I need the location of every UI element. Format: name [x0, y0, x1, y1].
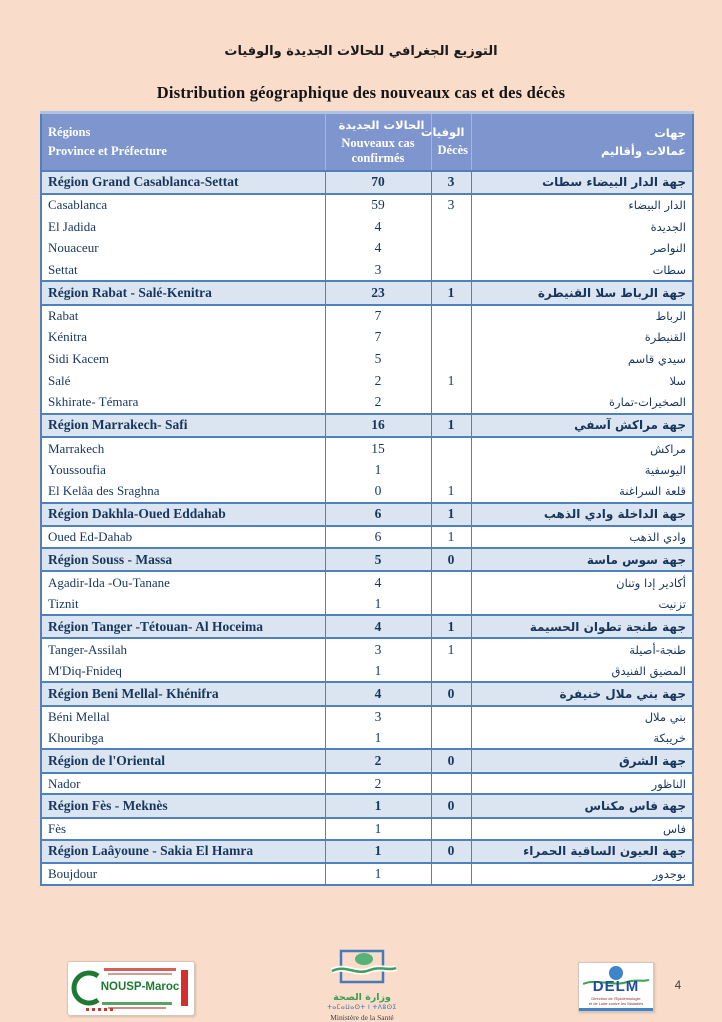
cell-name-ar: جهة فاس مكناس: [471, 794, 693, 818]
cell-name-fr: Fès: [48, 820, 67, 836]
header-province-label: Province et Préfecture: [48, 143, 167, 158]
cell-name-fr: Nouaceur: [48, 240, 99, 256]
cell-name-fr: M'Diq-Fnideq: [48, 662, 122, 678]
header-regions: [41, 113, 325, 171]
header-provinces-ar: عمالات وأقاليم: [601, 143, 686, 158]
cell-new-cases: 4: [325, 216, 431, 238]
region-row: [41, 794, 693, 818]
header-new-cases-ar: الحالات الجديدة: [338, 118, 425, 133]
cell-name-fr: Région Rabat - Salé-Kenitra: [41, 281, 325, 305]
cell-new-cases: 4: [325, 615, 431, 639]
cell-name-ar: المضيق الفنيدق: [471, 660, 693, 682]
cell-new-cases: 2: [325, 773, 431, 795]
cell-new-cases: 6: [325, 503, 431, 527]
province-row: [41, 326, 693, 348]
table-header: [41, 113, 693, 171]
cell-name-ar: فاس: [471, 818, 693, 840]
cell-new-cases: 0: [325, 481, 431, 503]
cell-name-fr: Région Tanger -Tétouan- Al Hoceima: [41, 615, 325, 639]
nousp-arabic-text-line: [108, 973, 172, 975]
cell-name-fr: Skhirate- Témara: [48, 394, 139, 410]
region-row: [41, 615, 693, 639]
cell-deaths: [431, 392, 471, 414]
cell-new-cases: 4: [325, 571, 431, 593]
province-row: [41, 238, 693, 260]
cell-name-fr: Région de l'Oriental: [41, 749, 325, 773]
header-new-cases-fr: Nouveaux cas confirmés: [341, 136, 415, 165]
province-row: [41, 481, 693, 503]
cell-name-ar: تزنيت: [471, 593, 693, 615]
cell-name-fr: Région Fès - Meknès: [41, 794, 325, 818]
cell-new-cases: 1: [325, 459, 431, 481]
cell-name-ar: الجديدة: [471, 216, 693, 238]
cell-new-cases: 59: [325, 194, 431, 216]
region-row: [41, 548, 693, 572]
region-row: [41, 281, 693, 305]
cell-new-cases: 16: [325, 414, 431, 438]
nousp-arabic-text-line: [104, 968, 176, 971]
ministry-name-tifinagh: ⵜⴰⵎⴰⵡⴰⵙⵜ ⵏ ⵜⴷⵓⵙⵉ: [327, 1004, 397, 1011]
cell-name-fr: Région Laâyoune - Sakia El Hamra: [41, 840, 325, 864]
cell-new-cases: 2: [325, 392, 431, 414]
cell-name-fr: Région Grand Casablanca-Settat: [41, 171, 325, 195]
cell-name-ar: النواصر: [471, 238, 693, 260]
province-row: [41, 863, 693, 885]
cell-deaths: [431, 259, 471, 281]
cell-deaths: 3: [431, 194, 471, 216]
cell-name-fr: Casablanca: [48, 197, 108, 213]
cell-name-fr: Rabat: [48, 308, 79, 324]
cell-name-ar: سطات: [471, 259, 693, 281]
province-row: [41, 773, 693, 795]
delm-logo: [578, 962, 654, 1012]
cell-deaths: [431, 727, 471, 749]
cell-new-cases: 23: [325, 281, 431, 305]
cell-new-cases: 7: [325, 326, 431, 348]
cell-new-cases: 1: [325, 727, 431, 749]
cell-deaths: 0: [431, 749, 471, 773]
cell-deaths: [431, 571, 471, 593]
province-row: [41, 660, 693, 682]
cell-name-fr: Sidi Kacem: [48, 351, 110, 367]
cell-deaths: 1: [431, 414, 471, 438]
cell-name-fr: Agadir-Ida -Ou-Tanane: [48, 574, 170, 590]
cell-name-fr: Région Marrakech- Safi: [41, 414, 325, 438]
province-row: [41, 593, 693, 615]
header-jihat-ar: جهات: [654, 125, 686, 140]
cell-deaths: [431, 660, 471, 682]
province-row: [41, 370, 693, 392]
province-row: [41, 727, 693, 749]
province-row: [41, 459, 693, 481]
cell-deaths: [431, 348, 471, 370]
province-row: [41, 348, 693, 370]
delm-subtitle-line2: et de Lutte contre les Maladies: [588, 1000, 644, 1006]
region-row: [41, 503, 693, 527]
cell-deaths: 1: [431, 503, 471, 527]
page-title-arabic: التوزيع الجغرافي للحالات الجديدة والوفيات: [224, 44, 498, 59]
cell-name-fr: Région Beni Mellal- Khénifra: [41, 682, 325, 706]
cell-deaths: [431, 459, 471, 481]
cell-deaths: [431, 326, 471, 348]
cell-name-ar: جهة العيون الساقية الحمراء: [471, 840, 693, 864]
province-row: [41, 571, 693, 593]
cell-name-ar: الصخيرات-تمارة: [471, 392, 693, 414]
province-row: [41, 526, 693, 548]
cell-deaths: [431, 593, 471, 615]
province-row: [41, 437, 693, 459]
cell-deaths: 1: [431, 638, 471, 660]
cell-new-cases: 4: [325, 682, 431, 706]
province-row: [41, 706, 693, 728]
cell-name-ar: القنيطرة: [471, 326, 693, 348]
province-row: [41, 194, 693, 216]
cell-name-ar: جهة سوس ماسة: [471, 548, 693, 572]
cell-new-cases: 2: [325, 749, 431, 773]
nousp-dots: [86, 1008, 116, 1011]
cell-name-fr: Région Souss - Massa: [41, 548, 325, 572]
cell-deaths: [431, 437, 471, 459]
cell-new-cases: 3: [325, 706, 431, 728]
region-row: [41, 414, 693, 438]
cell-name-ar: جهة مراكش آسفي: [471, 414, 693, 438]
cell-new-cases: 5: [325, 348, 431, 370]
cell-deaths: 0: [431, 794, 471, 818]
table-body: [41, 171, 693, 886]
cell-new-cases: 1: [325, 660, 431, 682]
cell-name-ar: جهة الداخلة وادي الذهب: [471, 503, 693, 527]
cell-name-ar: جهة طنجة تطوان الحسيمة: [471, 615, 693, 639]
cell-name-ar: طنجة-أصيلة: [471, 638, 693, 660]
cell-new-cases: 1: [325, 840, 431, 864]
cell-name-ar: قلعة السراغنة: [471, 481, 693, 503]
cell-name-ar: جهة الرباط سلا القنيطرة: [471, 281, 693, 305]
header-regions-label: Régions: [48, 124, 91, 139]
nousp-label: NOUSP-Maroc: [100, 981, 180, 993]
cell-name-fr: Salé: [48, 372, 71, 388]
header-jihat: [471, 113, 693, 171]
cell-name-fr: Marrakech: [48, 440, 105, 456]
cell-deaths: 0: [431, 548, 471, 572]
cell-deaths: [431, 863, 471, 885]
cell-deaths: [431, 706, 471, 728]
cell-new-cases: 2: [325, 370, 431, 392]
cell-new-cases: 7: [325, 305, 431, 327]
cell-new-cases: 5: [325, 548, 431, 572]
header-new-cases: [325, 113, 431, 171]
cell-name-ar: وادي الذهب: [471, 526, 693, 548]
cell-deaths: [431, 818, 471, 840]
nousp-small-text-line: [102, 1002, 172, 1005]
province-row: [41, 216, 693, 238]
delm-label: DELM: [592, 978, 640, 995]
cell-new-cases: 15: [325, 437, 431, 459]
cell-deaths: 1: [431, 615, 471, 639]
region-row: [41, 682, 693, 706]
cell-deaths: 0: [431, 682, 471, 706]
header-deaths-fr: Décès: [437, 143, 469, 158]
cell-name-fr: Béni Mellal: [48, 708, 110, 724]
cell-name-fr: Nador: [48, 775, 81, 791]
cell-name-ar: جهة الدار البيضاء سطات: [471, 171, 693, 195]
province-row: [41, 638, 693, 660]
cell-name-ar: مراكش: [471, 437, 693, 459]
header-row: [41, 113, 693, 171]
cell-new-cases: 1: [325, 818, 431, 840]
cell-name-ar: الرباط: [471, 305, 693, 327]
cell-name-fr: Youssoufia: [48, 461, 106, 477]
delm-bottom-bar: [579, 1008, 653, 1011]
cell-new-cases: 4: [325, 238, 431, 260]
cell-new-cases: 3: [325, 638, 431, 660]
cell-name-fr: Oued Ed-Dahab: [48, 528, 133, 544]
region-row: [41, 171, 693, 195]
province-row: [41, 818, 693, 840]
cell-name-ar: الناظور: [471, 773, 693, 795]
cell-new-cases: 3: [325, 259, 431, 281]
header-deaths-ar: الوفيات: [420, 125, 465, 140]
cell-deaths: [431, 216, 471, 238]
cell-name-fr: Khouribga: [48, 729, 104, 745]
page-title-french: Distribution géographique des nouveaux cas et des décès: [156, 83, 566, 102]
nousp-logo: [67, 961, 195, 1016]
cell-name-ar: الدار البيضاء: [471, 194, 693, 216]
cell-new-cases: 1: [325, 794, 431, 818]
cell-name-ar: بوجدور: [471, 863, 693, 885]
cell-new-cases: 1: [325, 593, 431, 615]
distribution-table: [40, 111, 694, 886]
region-row: [41, 840, 693, 864]
ministry-logo: [322, 948, 402, 1022]
province-row: [41, 259, 693, 281]
cell-name-fr: Boujdour: [48, 866, 98, 882]
ministry-emblem-icon: [322, 948, 402, 986]
cell-deaths: [431, 305, 471, 327]
cell-deaths: [431, 773, 471, 795]
nousp-small-text-line: [108, 1007, 166, 1009]
delm-subtitle-line1: Direction de l'Epidémiologie: [591, 996, 641, 1001]
ministry-name-french: Ministère de la Santé: [330, 1012, 394, 1022]
cell-name-fr: Settat: [48, 261, 78, 277]
cell-deaths: 0: [431, 840, 471, 864]
cell-name-ar: بني ملال: [471, 706, 693, 728]
cell-new-cases: 6: [325, 526, 431, 548]
cell-name-fr: Tiznit: [48, 595, 79, 611]
region-row: [41, 749, 693, 773]
cell-name-ar: اليوسفية: [471, 459, 693, 481]
province-row: [41, 392, 693, 414]
cell-name-ar: سلا: [471, 370, 693, 392]
cell-name-ar: جهة الشرق: [471, 749, 693, 773]
cell-new-cases: 70: [325, 171, 431, 195]
ministry-name-arabic: وزارة الصحة: [333, 992, 391, 1003]
cell-deaths: 1: [431, 281, 471, 305]
cell-name-fr: Kénitra: [48, 329, 87, 345]
page-number: 4: [674, 980, 682, 992]
cell-name-fr: El Kelâa des Sraghna: [48, 483, 160, 499]
nousp-red-bar: [181, 970, 188, 1006]
cell-new-cases: 1: [325, 863, 431, 885]
cell-name-ar: جهة بني ملال خنيفرة: [471, 682, 693, 706]
province-row: [41, 305, 693, 327]
cell-name-fr: Tanger-Assilah: [48, 641, 127, 657]
cell-name-ar: سيدي قاسم: [471, 348, 693, 370]
cell-name-ar: أكادير إدا وتنان: [471, 571, 693, 593]
cell-name-fr: El Jadida: [48, 218, 97, 234]
cell-deaths: 1: [431, 481, 471, 503]
cell-deaths: 1: [431, 526, 471, 548]
cell-deaths: [431, 238, 471, 260]
cell-name-fr: Région Dakhla-Oued Eddahab: [41, 503, 325, 527]
cell-deaths: 3: [431, 171, 471, 195]
cell-name-ar: خريبكة: [471, 727, 693, 749]
cell-deaths: 1: [431, 370, 471, 392]
header-deaths: [420, 113, 471, 171]
